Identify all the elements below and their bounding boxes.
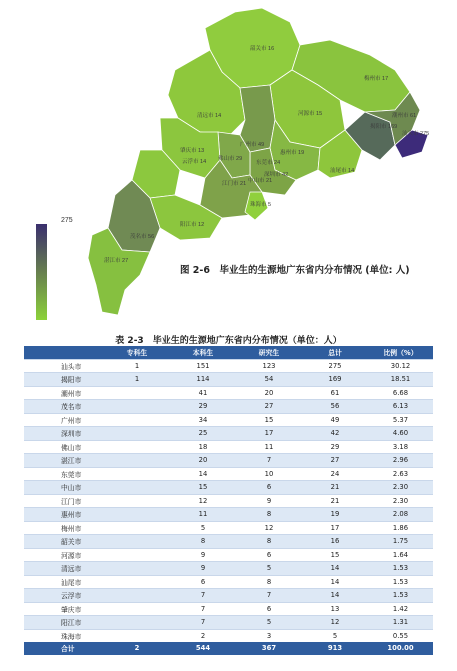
total-cell: 19 — [302, 508, 368, 522]
total-city-cell: 合计 — [24, 642, 104, 655]
total-junior-college-cell: 2 — [104, 642, 170, 655]
table-row — [24, 508, 433, 522]
undergraduate-cell: 7 — [170, 602, 236, 616]
total-cell: 14 — [302, 575, 368, 589]
junior-college-cell — [104, 427, 170, 441]
city-cell: 汕头市 — [24, 359, 104, 373]
map-label: 茂名市 56 — [130, 234, 155, 240]
table-row — [24, 521, 433, 535]
total-undergraduate-cell: 544 — [170, 642, 236, 655]
table-total-row — [24, 642, 433, 655]
undergraduate-cell: 18 — [170, 440, 236, 454]
legend-max-label: 275 — [61, 217, 73, 224]
graduate-cell: 6 — [236, 548, 302, 562]
undergraduate-cell: 25 — [170, 427, 236, 441]
city-cell: 中山市 — [24, 481, 104, 495]
table-row — [24, 602, 433, 616]
percent-cell: 30.12 — [368, 359, 433, 373]
total-cell: 24 — [302, 467, 368, 481]
table-row — [24, 427, 433, 441]
table-caption: 表 2-3 毕业生的生源地广东省内分布情况（单位：人） — [115, 336, 342, 346]
map-label: 广州市 49 — [240, 142, 265, 148]
table-row — [24, 373, 433, 387]
total-cell: 12 — [302, 616, 368, 630]
graduate-cell: 20 — [236, 386, 302, 400]
table-header-row — [24, 346, 433, 359]
total-graduate-cell: 367 — [236, 642, 302, 655]
percent-cell: 1.31 — [368, 616, 433, 630]
header-graduate: 研究生 — [236, 346, 302, 359]
city-cell: 梅州市 — [24, 521, 104, 535]
city-cell: 揭阳市 — [24, 373, 104, 387]
graduate-cell: 8 — [236, 535, 302, 549]
graduate-cell: 123 — [236, 359, 302, 373]
table-row — [24, 400, 433, 414]
total-total-cell: 913 — [302, 642, 368, 655]
junior-college-cell — [104, 440, 170, 454]
junior-college-cell — [104, 629, 170, 642]
total-cell: 14 — [302, 562, 368, 576]
undergraduate-cell: 151 — [170, 359, 236, 373]
map-label: 惠州市 19 — [280, 150, 305, 156]
percent-cell: 2.63 — [368, 467, 433, 481]
total-cell: 13 — [302, 602, 368, 616]
junior-college-cell — [104, 494, 170, 508]
map-label: 清远市 14 — [197, 113, 222, 119]
total-cell: 15 — [302, 548, 368, 562]
total-cell: 16 — [302, 535, 368, 549]
map-label: 韶关市 16 — [250, 46, 275, 52]
graduate-cell: 8 — [236, 508, 302, 522]
undergraduate-cell: 2 — [170, 629, 236, 642]
graduate-cell: 7 — [236, 589, 302, 603]
map-label: 肇庆市 13 — [180, 148, 205, 154]
junior-college-cell — [104, 481, 170, 495]
percent-cell: 3.18 — [368, 440, 433, 454]
percent-cell: 18.51 — [368, 373, 433, 387]
graduate-cell: 11 — [236, 440, 302, 454]
city-cell: 江门市 — [24, 494, 104, 508]
table-row — [24, 413, 433, 427]
city-cell: 深圳市 — [24, 427, 104, 441]
percent-cell: 1.53 — [368, 589, 433, 603]
city-cell: 湛江市 — [24, 454, 104, 468]
header-percent: 比例（%） — [368, 346, 433, 359]
percent-cell: 1.53 — [368, 562, 433, 576]
table-row — [24, 467, 433, 481]
header-total: 总计 — [302, 346, 368, 359]
city-cell: 河源市 — [24, 548, 104, 562]
graduate-cell: 6 — [236, 481, 302, 495]
undergraduate-cell: 34 — [170, 413, 236, 427]
undergraduate-cell: 8 — [170, 535, 236, 549]
junior-college-cell — [104, 548, 170, 562]
graduate-cell: 15 — [236, 413, 302, 427]
guangdong-choropleth-map — [0, 0, 457, 325]
graduate-cell: 17 — [236, 427, 302, 441]
undergraduate-cell: 14 — [170, 467, 236, 481]
graduate-cell: 7 — [236, 454, 302, 468]
map-label: 珠海市 5 — [250, 202, 272, 208]
map-label: 佛山市 29 — [218, 156, 243, 162]
percent-cell: 2.08 — [368, 508, 433, 522]
graduate-cell: 9 — [236, 494, 302, 508]
map-label: 梅州市 17 — [364, 76, 389, 82]
city-cell: 东莞市 — [24, 467, 104, 481]
city-cell: 云浮市 — [24, 589, 104, 603]
total-cell: 42 — [302, 427, 368, 441]
percent-cell: 1.42 — [368, 602, 433, 616]
graduate-cell: 5 — [236, 562, 302, 576]
city-cell: 珠海市 — [24, 629, 104, 642]
table-row — [24, 616, 433, 630]
table-row — [24, 481, 433, 495]
graduate-cell: 10 — [236, 467, 302, 481]
distribution-table — [24, 346, 433, 655]
map-label: 潮州市 61 — [392, 113, 417, 119]
junior-college-cell: 1 — [104, 359, 170, 373]
table-row — [24, 575, 433, 589]
header-city — [24, 346, 104, 359]
junior-college-cell — [104, 535, 170, 549]
graduate-cell: 12 — [236, 521, 302, 535]
map-label: 深圳市 42 — [264, 172, 289, 178]
undergraduate-cell: 114 — [170, 373, 236, 387]
map-label: 中山市 21 — [248, 178, 273, 184]
total-cell: 17 — [302, 521, 368, 535]
percent-cell: 2.96 — [368, 454, 433, 468]
graduate-cell: 3 — [236, 629, 302, 642]
table-row — [24, 535, 433, 549]
map-label: 东莞市 24 — [256, 160, 281, 166]
junior-college-cell — [104, 454, 170, 468]
undergraduate-cell: 12 — [170, 494, 236, 508]
percent-cell: 6.68 — [368, 386, 433, 400]
total-cell: 21 — [302, 494, 368, 508]
total-cell: 275 — [302, 359, 368, 373]
graduate-cell: 5 — [236, 616, 302, 630]
total-cell: 27 — [302, 454, 368, 468]
city-cell: 汕尾市 — [24, 575, 104, 589]
graduate-cell: 54 — [236, 373, 302, 387]
table-row — [24, 454, 433, 468]
total-cell: 29 — [302, 440, 368, 454]
city-cell: 广州市 — [24, 413, 104, 427]
city-cell: 惠州市 — [24, 508, 104, 522]
percent-cell: 6.13 — [368, 400, 433, 414]
total-percent-cell: 100.00 — [368, 642, 433, 655]
junior-college-cell — [104, 467, 170, 481]
table-row — [24, 562, 433, 576]
junior-college-cell — [104, 386, 170, 400]
city-cell: 茂名市 — [24, 400, 104, 414]
junior-college-cell — [104, 413, 170, 427]
table-row — [24, 359, 433, 373]
city-cell: 佛山市 — [24, 440, 104, 454]
undergraduate-cell: 29 — [170, 400, 236, 414]
map-label: 汕头市 275 — [402, 131, 430, 137]
total-cell: 169 — [302, 373, 368, 387]
percent-cell: 2.30 — [368, 494, 433, 508]
junior-college-cell — [104, 575, 170, 589]
undergraduate-cell: 41 — [170, 386, 236, 400]
table-row — [24, 589, 433, 603]
total-cell: 61 — [302, 386, 368, 400]
percent-cell: 2.30 — [368, 481, 433, 495]
header-junior-college: 专科生 — [104, 346, 170, 359]
figure-caption: 图 2-6 毕业生的生源地广东省内分布情况 (单位: 人) — [180, 265, 410, 276]
junior-college-cell — [104, 602, 170, 616]
percent-cell: 1.75 — [368, 535, 433, 549]
city-cell: 清远市 — [24, 562, 104, 576]
percent-cell: 0.55 — [368, 629, 433, 642]
total-cell: 21 — [302, 481, 368, 495]
map-label: 汕尾市 14 — [330, 168, 355, 174]
undergraduate-cell: 9 — [170, 548, 236, 562]
percent-cell: 5.37 — [368, 413, 433, 427]
junior-college-cell — [104, 508, 170, 522]
undergraduate-cell: 6 — [170, 575, 236, 589]
undergraduate-cell: 20 — [170, 454, 236, 468]
total-cell: 14 — [302, 589, 368, 603]
percent-cell: 4.60 — [368, 427, 433, 441]
undergraduate-cell: 9 — [170, 562, 236, 576]
percent-cell: 1.64 — [368, 548, 433, 562]
total-cell: 49 — [302, 413, 368, 427]
map-label: 湛江市 27 — [104, 258, 129, 264]
undergraduate-cell: 7 — [170, 616, 236, 630]
undergraduate-cell: 5 — [170, 521, 236, 535]
table-row — [24, 548, 433, 562]
total-cell: 56 — [302, 400, 368, 414]
junior-college-cell — [104, 521, 170, 535]
map-label: 河源市 15 — [298, 111, 323, 117]
percent-cell: 1.86 — [368, 521, 433, 535]
table-row — [24, 386, 433, 400]
table-row — [24, 629, 433, 642]
header-undergraduate: 本科生 — [170, 346, 236, 359]
map-label: 阳江市 12 — [180, 222, 205, 228]
graduate-cell: 8 — [236, 575, 302, 589]
table-row — [24, 440, 433, 454]
city-cell: 韶关市 — [24, 535, 104, 549]
undergraduate-cell: 7 — [170, 589, 236, 603]
table-row — [24, 494, 433, 508]
percent-cell: 1.53 — [368, 575, 433, 589]
junior-college-cell — [104, 400, 170, 414]
legend-color-scale — [36, 224, 47, 320]
city-cell: 潮州市 — [24, 386, 104, 400]
city-cell: 肇庆市 — [24, 602, 104, 616]
graduate-cell: 6 — [236, 602, 302, 616]
graduate-cell: 27 — [236, 400, 302, 414]
total-cell: 5 — [302, 629, 368, 642]
map-label: 江门市 21 — [222, 181, 247, 187]
map-label: 揭阳市 169 — [370, 124, 398, 130]
junior-college-cell — [104, 562, 170, 576]
junior-college-cell — [104, 589, 170, 603]
junior-college-cell: 1 — [104, 373, 170, 387]
city-cell: 阳江市 — [24, 616, 104, 630]
map-label: 云浮市 14 — [182, 159, 207, 165]
undergraduate-cell: 11 — [170, 508, 236, 522]
undergraduate-cell: 15 — [170, 481, 236, 495]
junior-college-cell — [104, 616, 170, 630]
